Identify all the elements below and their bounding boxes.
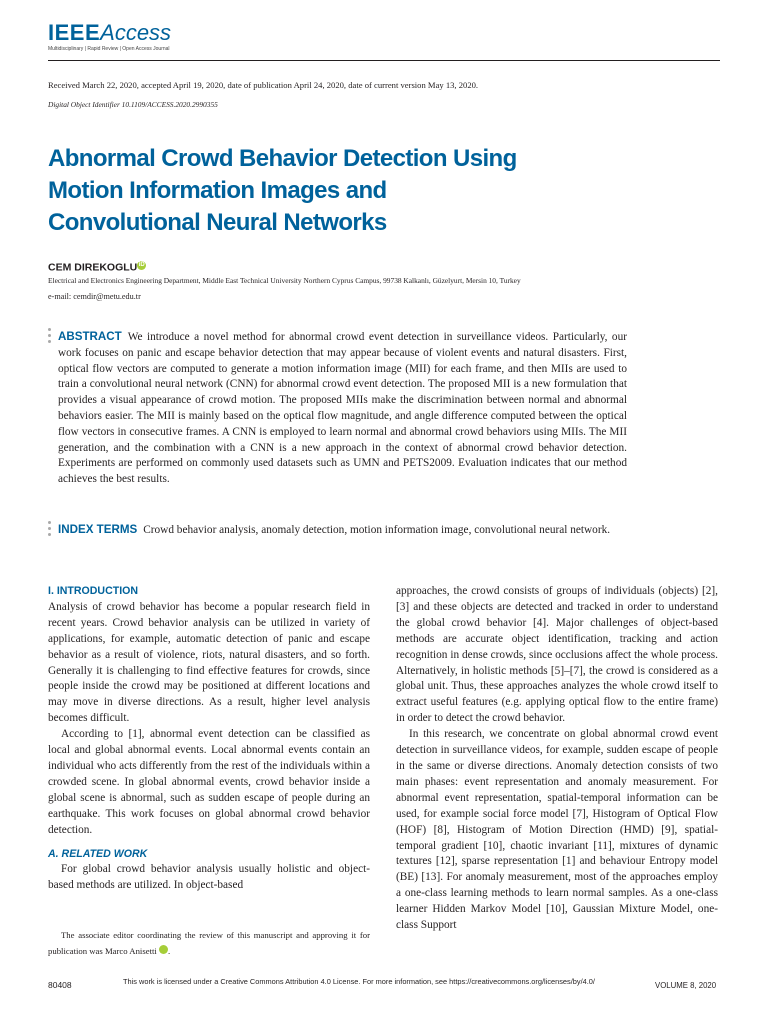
page-number: 80408 bbox=[48, 980, 72, 990]
abstract-marker-icon bbox=[48, 328, 52, 346]
col2-paragraph-1: approaches, the crowd consists of groups of individuals (objects) [2], [3] and these objects are detected and tracked in order to understand the global crowd behavior [4]. Major challenges of object-based methods are accurate object identification, tracking and action recognition in dense crowds, since occlusions affect the whole process. Alternatively, in holistic methods [5]–[7], the crowd is considered as a global unit. Thus, these approaches analyzes the whole crowd itself to extract useful features (e.g. applying optical flow to the entire frame) in order to detect the crowd behavior. bbox=[396, 585, 718, 725]
license-notice[interactable]: This work is licensed under a Creative Commons Attribution 4.0 License. For more information, see https://creativecommons.org/licenses/by/4.0/ bbox=[123, 977, 595, 986]
author-name bbox=[48, 261, 146, 274]
title-line: Abnormal Crowd Behavior Detection Using bbox=[48, 145, 517, 172]
paper-title bbox=[48, 143, 648, 239]
orcid-icon[interactable]: iD bbox=[159, 945, 168, 954]
index-terms-marker-icon bbox=[48, 521, 52, 539]
author-text: CEM DIREKOGLU bbox=[48, 261, 138, 274]
journal-name: Access bbox=[100, 20, 172, 45]
title-line: Convolutional Neural Networks bbox=[48, 209, 387, 236]
doi: Digital Object Identifier 10.1109/ACCESS.2020.2990355 bbox=[48, 100, 218, 109]
right-column bbox=[396, 584, 718, 934]
abstract-text: We introduce a novel method for abnormal crowd event detection in surveillance videos. Particularly, our work focuses on panic and escape behavior detection that may appear because of violent events and natural disasters. First, optical flow vectors are computed to generate a motion information image (MII) for each frame, and then MIIs are used to train a convolutional neural network (CNN) for abnormal crowd event detection. The proposed MII is a new formulation that provides a visual appearance of crowd motion. The proposed MIIs make the discrimination between normal and abnormal behaviors easier. The MII is mainly based on the optical flow magnitude, and angle difference computed between the optical flow vectors in consecutive frames. A CNN is employed to learn normal and abnormal crowd behaviors using MIIs. The MII generation, and the combination with a CNN is a new approach in the context of abnormal crowd behavior detection. Experiments are performed on commonly used datasets such as UMN and PETS2009. Evaluation indicates that our method achieves the best results. bbox=[58, 331, 627, 486]
intro-paragraph-2: According to [1], abnormal event detection can be classified as local and global abnormal events. Local abnormal events contain an individual who acts differently from the rest of the individuals within a crowded scene. In global abnormal events, crowd behavior inside a global scene is abnormal, such as sudden escape of people during an earthquake. This work focuses on global abnormal crowd behavior detection. bbox=[48, 728, 370, 836]
publication-dates: Received March 22, 2020, accepted April 19, 2020, date of publication April 24, 2020, date of current version May 13, 2020. bbox=[48, 80, 479, 90]
intro-paragraph-1: Analysis of crowd behavior has become a popular research field in recent years. Crowd behavior analysis can be utilized in variety of applications, for example, automatic detection of panic and escape behavior as a result of violence, riots, natural disasters, and so forth. Generally it is challenging to find effective features for crowds, since people inside the crowd may be positioned at different locations and may move in diverse directions. As a result, higher level analysis becomes difficult. bbox=[48, 600, 370, 725]
journal-tagline: Multidisciplinary | Rapid Review | Open Access Journal bbox=[48, 46, 170, 52]
footnote-end: . bbox=[168, 945, 171, 956]
left-column bbox=[48, 584, 370, 894]
abstract-label: ABSTRACT bbox=[58, 330, 122, 343]
editor-footnote bbox=[48, 928, 370, 959]
subsection-heading-related-work: A. RELATED WORK bbox=[48, 847, 148, 860]
journal-brand: IEEE bbox=[48, 20, 101, 45]
index-terms-text: Crowd behavior analysis, anomaly detection, motion information image, convolutional neural network. bbox=[143, 524, 611, 536]
abstract bbox=[58, 329, 627, 488]
volume-label: VOLUME 8, 2020 bbox=[655, 981, 717, 990]
col2-paragraph-2: In this research, we concentrate on global abnormal crowd event detection in surveillance videos, for example, sudden escape of people in the same or diverse directions. Anomaly detection consists of two main phases: event representation and anomaly measurement. For abnormal event representation, spatial-temporal information can be used, for example social force model [7], Histogram of Optical Flow (HOF) [8], Histogram of Motion Direction (HMD) [9], spatial-temporal gradient [10], chaotic invariant [11], mixtures of dynamic textures [12], sparse representation [1] and behaviour Entropy model (BE) [13]. For anomaly measurement, most of the approaches employ a one-class learning methods to learn normal samples. As a one-class learner Hidden Markov Model [10], Gaussian Mixture Model, one-class Support bbox=[396, 728, 718, 932]
author-affiliation: Electrical and Electronics Engineering Department, Middle East Technical University Northern Cyprus Campus, 99738 Kalkanlı, Güzelyurt, Mersin 10, Turkey bbox=[48, 276, 521, 285]
author-email: e-mail: cemdir@metu.edu.tr bbox=[48, 292, 141, 301]
header-divider bbox=[48, 60, 720, 61]
title-line: Motion Information Images and bbox=[48, 177, 387, 204]
footnote-text: The associate editor coordinating the review of this manuscript and approving it for publication was Marco Anisetti bbox=[48, 930, 370, 956]
index-terms-label: INDEX TERMS bbox=[58, 523, 138, 536]
journal-logo bbox=[48, 20, 171, 46]
related-work-paragraph: For global crowd behavior analysis usually holistic and object-based methods are utilized. In object-based bbox=[48, 863, 370, 892]
index-terms bbox=[58, 522, 627, 539]
orcid-icon[interactable]: iD bbox=[138, 262, 145, 268]
section-heading-introduction: I. INTRODUCTION bbox=[48, 585, 139, 597]
